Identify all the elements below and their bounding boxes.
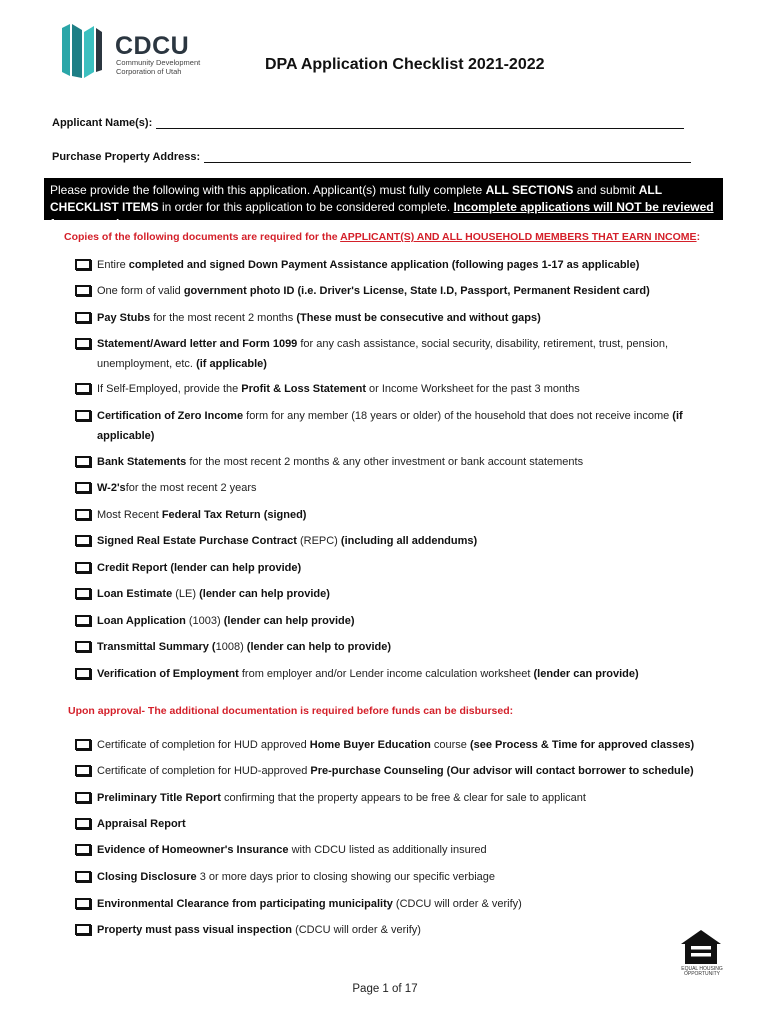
checkbox[interactable] [75,765,91,776]
checkbox[interactable] [75,482,91,493]
checklist-item: Certificate of completion for HUD-approved Pre-purchase Counseling (Our advisor will contact borrower to schedule) [75,761,720,781]
document-title: DPA Application Checklist 2021-2022 [265,56,545,73]
checklist-item: Preliminary Title Report confirming that the property appears to be free & clear for sale to applicant [75,788,720,808]
checkbox[interactable] [75,615,91,626]
applicant-name-field[interactable] [52,116,684,129]
checkbox[interactable] [75,588,91,599]
equal-housing-text: EQUAL HOUSING OPPORTUNITY [681,966,723,977]
checklist-item: W-2'sfor the most recent 2 years [75,478,720,498]
checkbox[interactable] [75,338,91,349]
checkbox[interactable] [75,739,91,750]
checkbox[interactable] [75,509,91,520]
checklist-item: Statement/Award letter and Form 1099 for any cash assistance, social security, disability, retirement, trust, pension, unemployment, etc. (if applicable) [75,334,720,374]
checklist-item: Certificate of completion for HUD approved Home Buyer Education course (see Process & Time for approved classes) [75,735,720,755]
checkbox[interactable] [75,641,91,652]
checklist-item: Loan Application (1003) (lender can help provide) [75,611,720,631]
checkbox[interactable] [75,259,91,270]
checkbox[interactable] [75,383,91,394]
property-address-field[interactable] [52,150,691,163]
checklist-item: Certification of Zero Income form for any member (18 years or older) of the household that does not receive income (if applicable) [75,406,720,446]
logo-subtitle: Community Development Corporation of Utah [116,58,201,76]
property-address-label: Purchase Property Address: [52,151,201,163]
checklist-item: Loan Estimate (LE) (lender can help provide) [75,584,720,604]
checkbox[interactable] [75,456,91,467]
property-address-line[interactable] [204,150,691,163]
checkbox[interactable] [75,792,91,803]
checkbox[interactable] [75,818,91,829]
checklist-item: Bank Statements for the most recent 2 months & any other investment or bank account statements [75,452,720,472]
applicant-name-line[interactable] [156,116,684,129]
checklist-item: Evidence of Homeowner's Insurance with CDCU listed as additionally insured [75,840,720,860]
checkbox[interactable] [75,668,91,679]
checklist-item: Entire completed and signed Down Payment Assistance application (following pages 1-17 as applicable) [75,255,720,275]
checklist-item: Transmittal Summary (1008) (lender can help to provide) [75,637,720,657]
checklist-item: Property must pass visual inspection (CDCU will order & verify) [75,920,720,940]
checkbox[interactable] [75,924,91,935]
checkbox[interactable] [75,844,91,855]
section1-heading: Copies of the following documents are required for the APPLICANT(S) AND ALL HOUSEHOLD MEMBERS THAT EARN INCOME: [64,231,701,243]
checklist-item: Verification of Employment from employer and/or Lender income calculation worksheet (lender can provide) [75,664,720,684]
checkbox[interactable] [75,562,91,573]
checkbox[interactable] [75,535,91,546]
section2-heading: Upon approval- The additional documentation is required before funds can be disbursed: [68,705,514,717]
logo-name: CDCU [115,32,190,60]
checklist-item: Credit Report (lender can help provide) [75,558,720,578]
checkbox[interactable] [75,898,91,909]
instructions-banner: Please provide the following with this application. Applicant(s) must fully complete ALL SECTIONS and submit ALL CHECKLIST ITEMS in order for this application to be considered complete. Incomplete applications will NOT be reviewed for approval. [44,178,723,220]
checklist-item: Environmental Clearance from participating municipality (CDCU will order & verify) [75,894,720,914]
checkbox[interactable] [75,312,91,323]
checklist-item: Appraisal Report [75,814,720,834]
page-number: Page 1 of 17 [352,983,418,995]
checkbox[interactable] [75,410,91,421]
checkbox[interactable] [75,871,91,882]
checklist-item: Most Recent Federal Tax Return (signed) [75,505,720,525]
checklist-item: Pay Stubs for the most recent 2 months (These must be consecutive and without gaps) [75,308,720,328]
checklist-item: Signed Real Estate Purchase Contract (REPC) (including all addendums) [75,531,720,551]
applicant-name-label: Applicant Name(s): [52,117,153,129]
checklist-item: One form of valid government photo ID (i.e. Driver's License, State I.D, Passport, Permanent Resident card) [75,281,720,301]
checkbox[interactable] [75,285,91,296]
checklist-item: If Self-Employed, provide the Profit & Loss Statement or Income Worksheet for the past 3 months [75,379,720,399]
checklist-item: Closing Disclosure 3 or more days prior to closing showing our specific verbiage [75,867,720,887]
